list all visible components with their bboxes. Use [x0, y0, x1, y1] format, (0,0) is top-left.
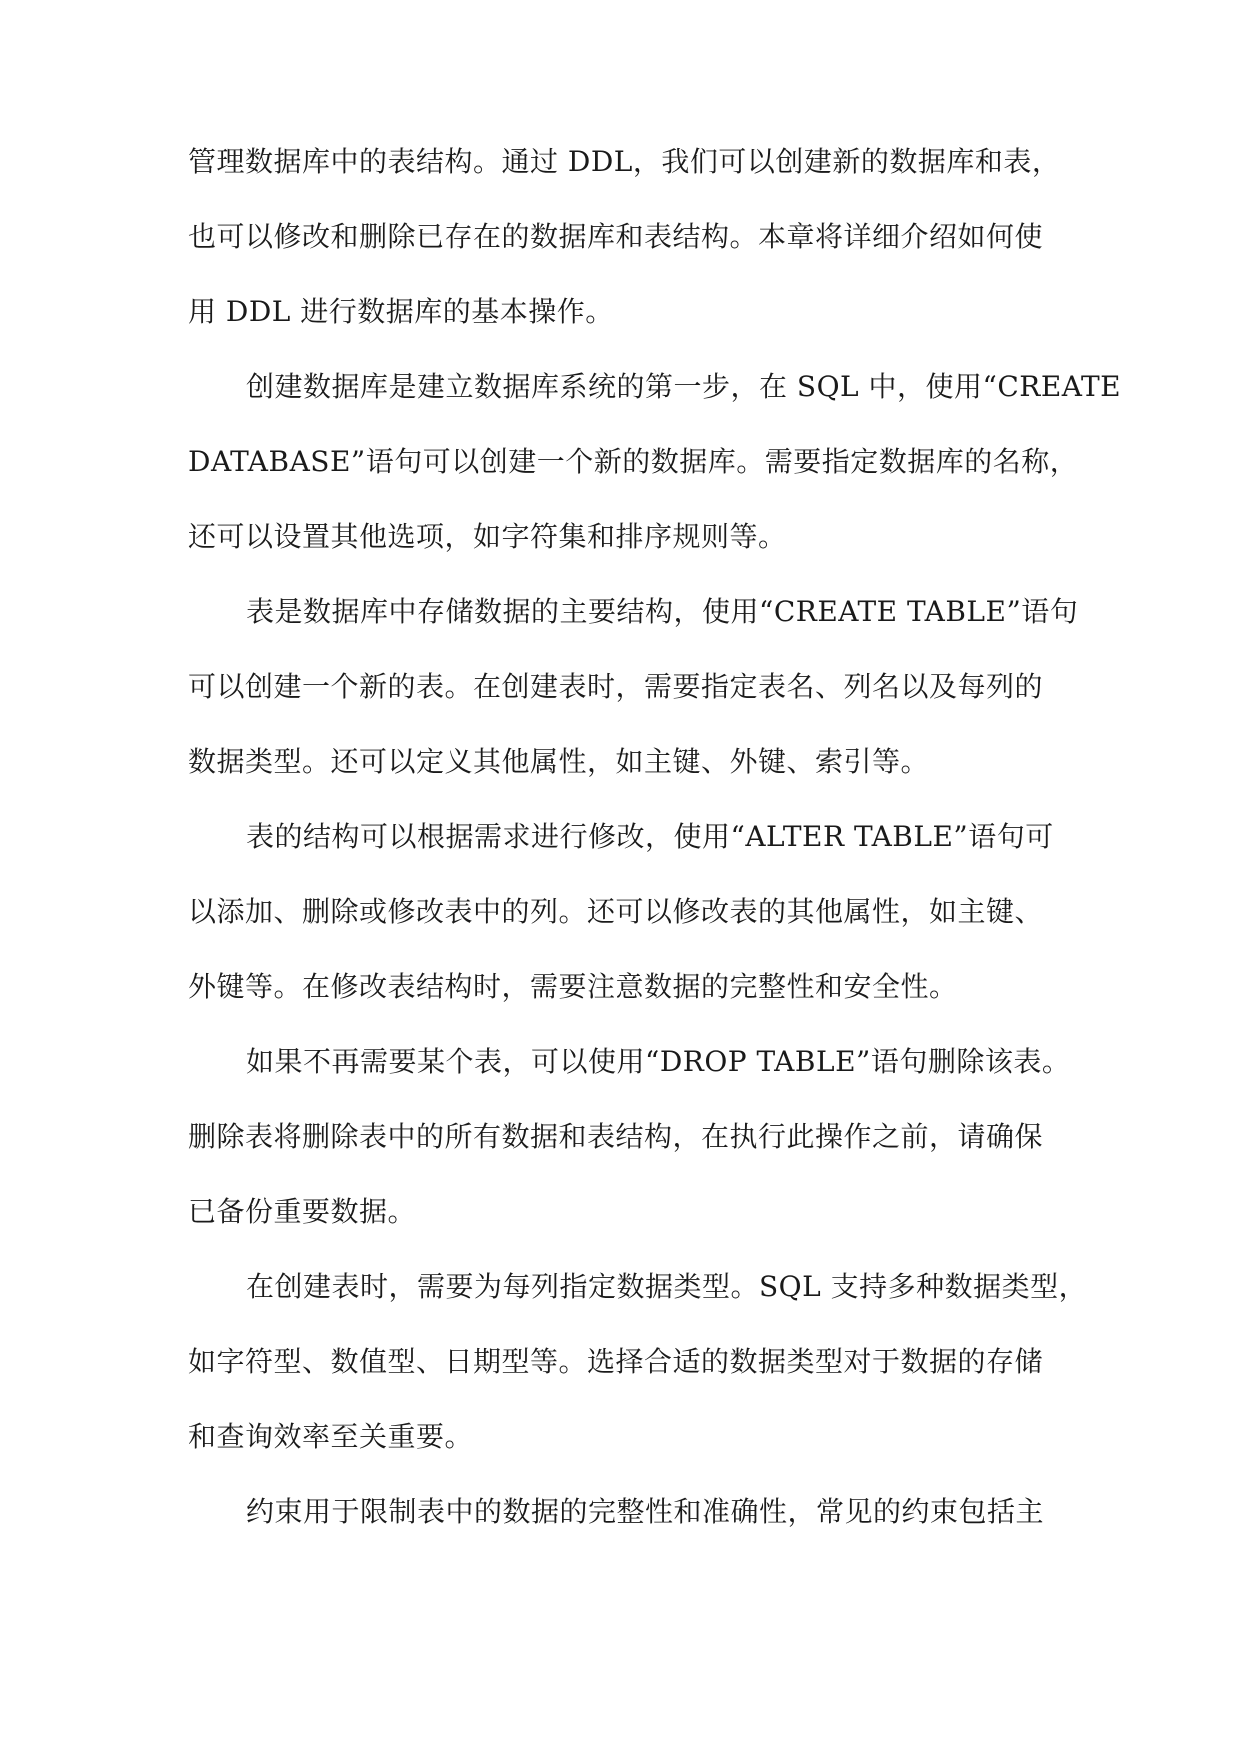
paragraph-first-line: 约束用于限制表中的数据的完整性和准确性，常见的约束包括主	[246, 1495, 1045, 1528]
text-line: 以添加、删除或修改表中的列。还可以修改表的其他属性，如主键、	[188, 895, 1044, 928]
text-line: 和查询效率至关重要。	[188, 1420, 474, 1453]
text-line: 可以创建一个新的表。在创建表时，需要指定表名、列名以及每列的	[188, 670, 1044, 703]
text-line: 外键等。在修改表结构时，需要注意数据的完整性和安全性。	[188, 970, 958, 1003]
body-text	[188, 142, 1122, 1567]
paragraph-first-line: 如果不再需要某个表，可以使用“DROP TABLE”语句删除该表。	[246, 1045, 1071, 1078]
text-line: 数据类型。还可以定义其他属性，如主键、外键、索引等。	[188, 745, 930, 778]
text-line: 也可以修改和删除已存在的数据库和表结构。本章将详细介绍如何使	[188, 220, 1044, 253]
paragraph-first-line: 创建数据库是建立数据库系统的第一步，在 SQL 中，使用“CREATE	[246, 370, 1122, 403]
paragraph-first-line: 表是数据库中存储数据的主要结构，使用“CREATE TABLE”语句	[246, 595, 1079, 628]
text-line: 删除表将删除表中的所有数据和表结构，在执行此操作之前，请确保	[188, 1120, 1044, 1153]
text-line: 如字符型、数值型、日期型等。选择合适的数据类型对于数据的存储	[188, 1345, 1044, 1378]
text-line: DATABASE”语句可以创建一个新的数据库。需要指定数据库的名称，	[188, 445, 1079, 478]
text-line: 用 DDL 进行数据库的基本操作。	[188, 295, 614, 328]
paragraph-first-line: 在创建表时，需要为每列指定数据类型。SQL 支持多种数据类型，	[246, 1270, 1088, 1303]
text-line: 管理数据库中的表结构。通过 DDL，我们可以创建新的数据库和表，	[188, 145, 1061, 178]
text-line: 已备份重要数据。	[188, 1195, 417, 1228]
paragraph-first-line: 表的结构可以根据需求进行修改，使用“ALTER TABLE”语句可	[246, 820, 1054, 853]
text-line: 还可以设置其他选项，如字符集和排序规则等。	[188, 520, 787, 553]
